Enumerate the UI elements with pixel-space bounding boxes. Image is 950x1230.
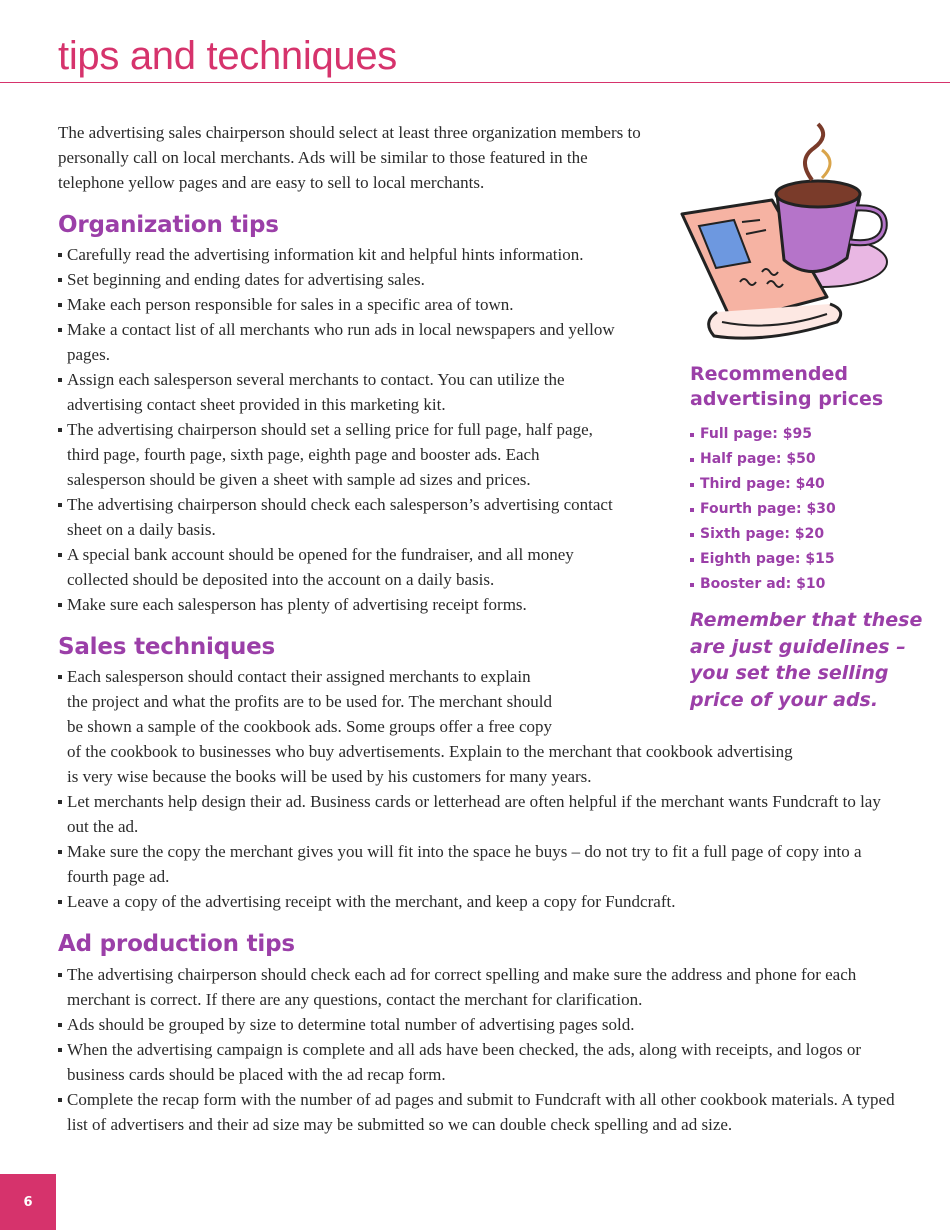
list-item: Assign each salesperson several merchants to contact. You can utilize the advertising contact sheet provided in this marketing kit.	[58, 367, 618, 417]
price-item-eighth-page: Eighth page: $15	[690, 547, 930, 572]
intro-paragraph: The advertising sales chairperson should select at least three organization members to personally call on local merchants. Ads will be similar to those featured in the telephone yellow pages and are easy to sell to local merchants.	[58, 123, 641, 192]
page-title: tips and techniques	[58, 34, 397, 78]
price-item-third-page: Third page: $40	[690, 472, 930, 497]
organization-tips-list	[58, 242, 618, 617]
newspaper-and-coffee-cup-icon	[672, 122, 902, 352]
list-item: Make sure the copy the merchant gives you will fit into the space he buys – do not try to fit a full page of copy into a fourth page ad.	[58, 839, 898, 889]
list-item-line: is very wise because the books will be used by his customers for many years.	[67, 767, 592, 786]
guidelines-note: Remember that these are just guidelines – you set the selling price of your ads.	[690, 609, 923, 711]
list-item: Make sure each salesperson has plenty of advertising receipt forms.	[58, 592, 618, 617]
price-item-fourth-page: Fourth page: $30	[690, 497, 930, 522]
price-item-half-page: Half page: $50	[690, 447, 930, 472]
list-item: The advertising chairperson should check each salesperson’s advertising contact sheet on a daily basis.	[58, 492, 618, 542]
list-item: Carefully read the advertising information kit and helpful hints information.	[58, 242, 618, 267]
price-item-booster-ad: Booster ad: $10	[690, 572, 930, 597]
list-item: Complete the recap form with the number of ad pages and submit to Fundcraft with all other cookbook materials. A typed list of advertisers and their ad size may be submitted so we can double check spelling and ad size.	[58, 1087, 898, 1137]
organization-tips-heading: Organization tips	[58, 212, 279, 238]
list-item: Make each person responsible for sales in a specific area of town.	[58, 292, 618, 317]
list-item: Let merchants help design their ad. Business cards or letterhead are often helpful if the merchant wants Fundcraft to lay out the ad.	[58, 789, 898, 839]
list-item: Make a contact list of all merchants who run ads in local newspapers and yellow pages.	[58, 317, 618, 367]
ad-production-tips-heading: Ad production tips	[58, 931, 295, 957]
list-item: Set beginning and ending dates for advertising sales.	[58, 267, 618, 292]
list-item-line: the project and what the profits are to be used for. The merchant should	[67, 692, 552, 711]
recommended-prices-sidebar	[690, 362, 930, 713]
list-item: The advertising chairperson should set a selling price for full page, half page, third page, fourth page, sixth page, eighth page and booster ads. Each salesperson should be given a sheet with sample ad sizes and prices.	[58, 417, 618, 492]
price-item-sixth-page: Sixth page: $20	[690, 522, 930, 547]
list-item-line: Each salesperson should contact their assigned merchants to explain	[67, 667, 531, 686]
list-item: A special bank account should be opened for the fundraiser, and all money collected should be deposited into the account on a daily basis.	[58, 542, 618, 592]
sidebar-title: Recommended advertising prices	[690, 363, 884, 410]
list-item: The advertising chairperson should check each ad for correct spelling and make sure the address and phone for each merchant is correct. If there are any questions, contact the merchant for clarification.	[58, 962, 898, 1012]
list-item: When the advertising campaign is complete and all ads have been checked, the ads, along with receipts, and logos or business cards should be placed with the ad recap form.	[58, 1037, 898, 1087]
sales-techniques-heading: Sales techniques	[58, 634, 276, 660]
list-item: Ads should be grouped by size to determine total number of advertising pages sold.	[58, 1012, 898, 1037]
price-item-full-page: Full page: $95	[690, 422, 930, 447]
list-item-line: be shown a sample of the cookbook ads. Some groups offer a free copy	[67, 717, 552, 736]
ad-production-tips-list	[58, 962, 898, 1137]
list-item-line: of the cookbook to businesses who buy advertisements. Explain to the merchant that cookbook advertising	[67, 742, 793, 761]
price-list	[690, 422, 930, 597]
page-number-badge: 6	[0, 1174, 56, 1230]
title-rule	[0, 82, 950, 83]
list-item: Leave a copy of the advertising receipt with the merchant, and keep a copy for Fundcraft.	[58, 889, 898, 914]
